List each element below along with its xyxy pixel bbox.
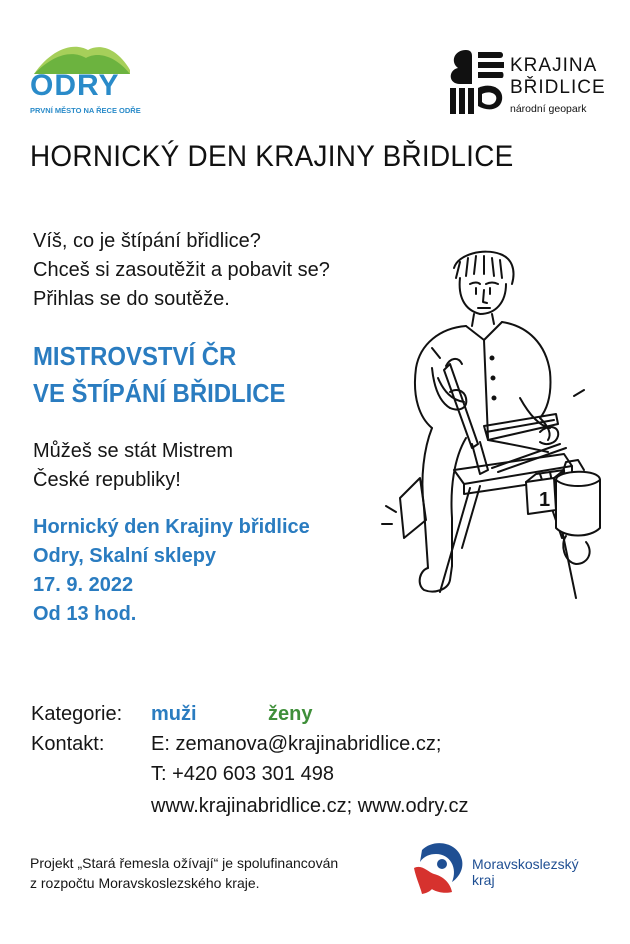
event-info xyxy=(33,513,310,629)
geopark-line3: národní geopark xyxy=(510,103,587,115)
categories-label: Kategorie: xyxy=(31,703,123,725)
championship-line: VE ŠTÍPÁNÍ BŘIDLICE xyxy=(33,378,286,408)
region-logo-line2: kraj xyxy=(472,872,495,888)
contact-phone[interactable]: T: +420 603 301 498 xyxy=(151,763,334,785)
intro-line: Přihlas se do soutěže. xyxy=(33,288,230,310)
championship-line: MISTROVSTVÍ ČR xyxy=(33,341,237,371)
contact-email[interactable]: E: zemanova@krajinabridlice.cz; xyxy=(151,733,442,755)
footer-line: z rozpočtu Moravskoslezského kraje. xyxy=(30,875,260,891)
contact-label: Kontakt: xyxy=(31,733,105,755)
geopark-emblem-icon xyxy=(446,48,506,116)
geopark-line2: BŘIDLICE xyxy=(510,77,606,98)
odry-logo-name: ODRY xyxy=(30,69,120,102)
category-men: muži xyxy=(151,703,197,725)
region-emblem-icon xyxy=(408,838,468,898)
page-title: HORNICKÝ DEN KRAJINY BŘIDLICE xyxy=(30,140,514,173)
intro-line: Chceš si zasoutěžit a pobavit se? xyxy=(33,259,330,281)
footer-line: Projekt „Stará řemesla ožívají“ je spolufinancován xyxy=(30,855,339,871)
odry-logo xyxy=(24,40,144,120)
master-line: České republiky! xyxy=(33,469,181,491)
block-number-label: 1 xyxy=(539,489,551,511)
slate-splitter-illustration xyxy=(380,248,602,628)
event-place: Odry, Skalní sklepy xyxy=(33,545,217,567)
event-name: Hornický den Krajiny břidlice xyxy=(33,516,310,538)
odry-logo-tagline: PRVNÍ MĚSTO NA ŘECE ODŘE xyxy=(30,106,141,115)
event-time: Od 13 hod. xyxy=(33,603,137,625)
master-line: Můžeš se stát Mistrem xyxy=(33,440,234,462)
footer-text xyxy=(30,853,338,893)
geopark-line1: KRAJINA xyxy=(510,55,598,76)
moravskoslezsky-kraj-logo xyxy=(408,838,608,902)
intro-line: Víš, co je štípání břidlice? xyxy=(33,230,261,252)
krajina-bridlice-logo xyxy=(446,48,616,128)
contact-web[interactable]: www.krajinabridlice.cz; www.odry.cz xyxy=(151,795,469,817)
region-logo-line1: Moravskoslezský xyxy=(472,856,579,872)
event-date: 17. 9. 2022 xyxy=(33,574,134,596)
region-logo-name xyxy=(472,856,579,888)
championship-heading xyxy=(33,338,286,412)
master-text xyxy=(33,437,233,495)
intro-text xyxy=(33,227,330,314)
category-women: ženy xyxy=(268,703,313,725)
